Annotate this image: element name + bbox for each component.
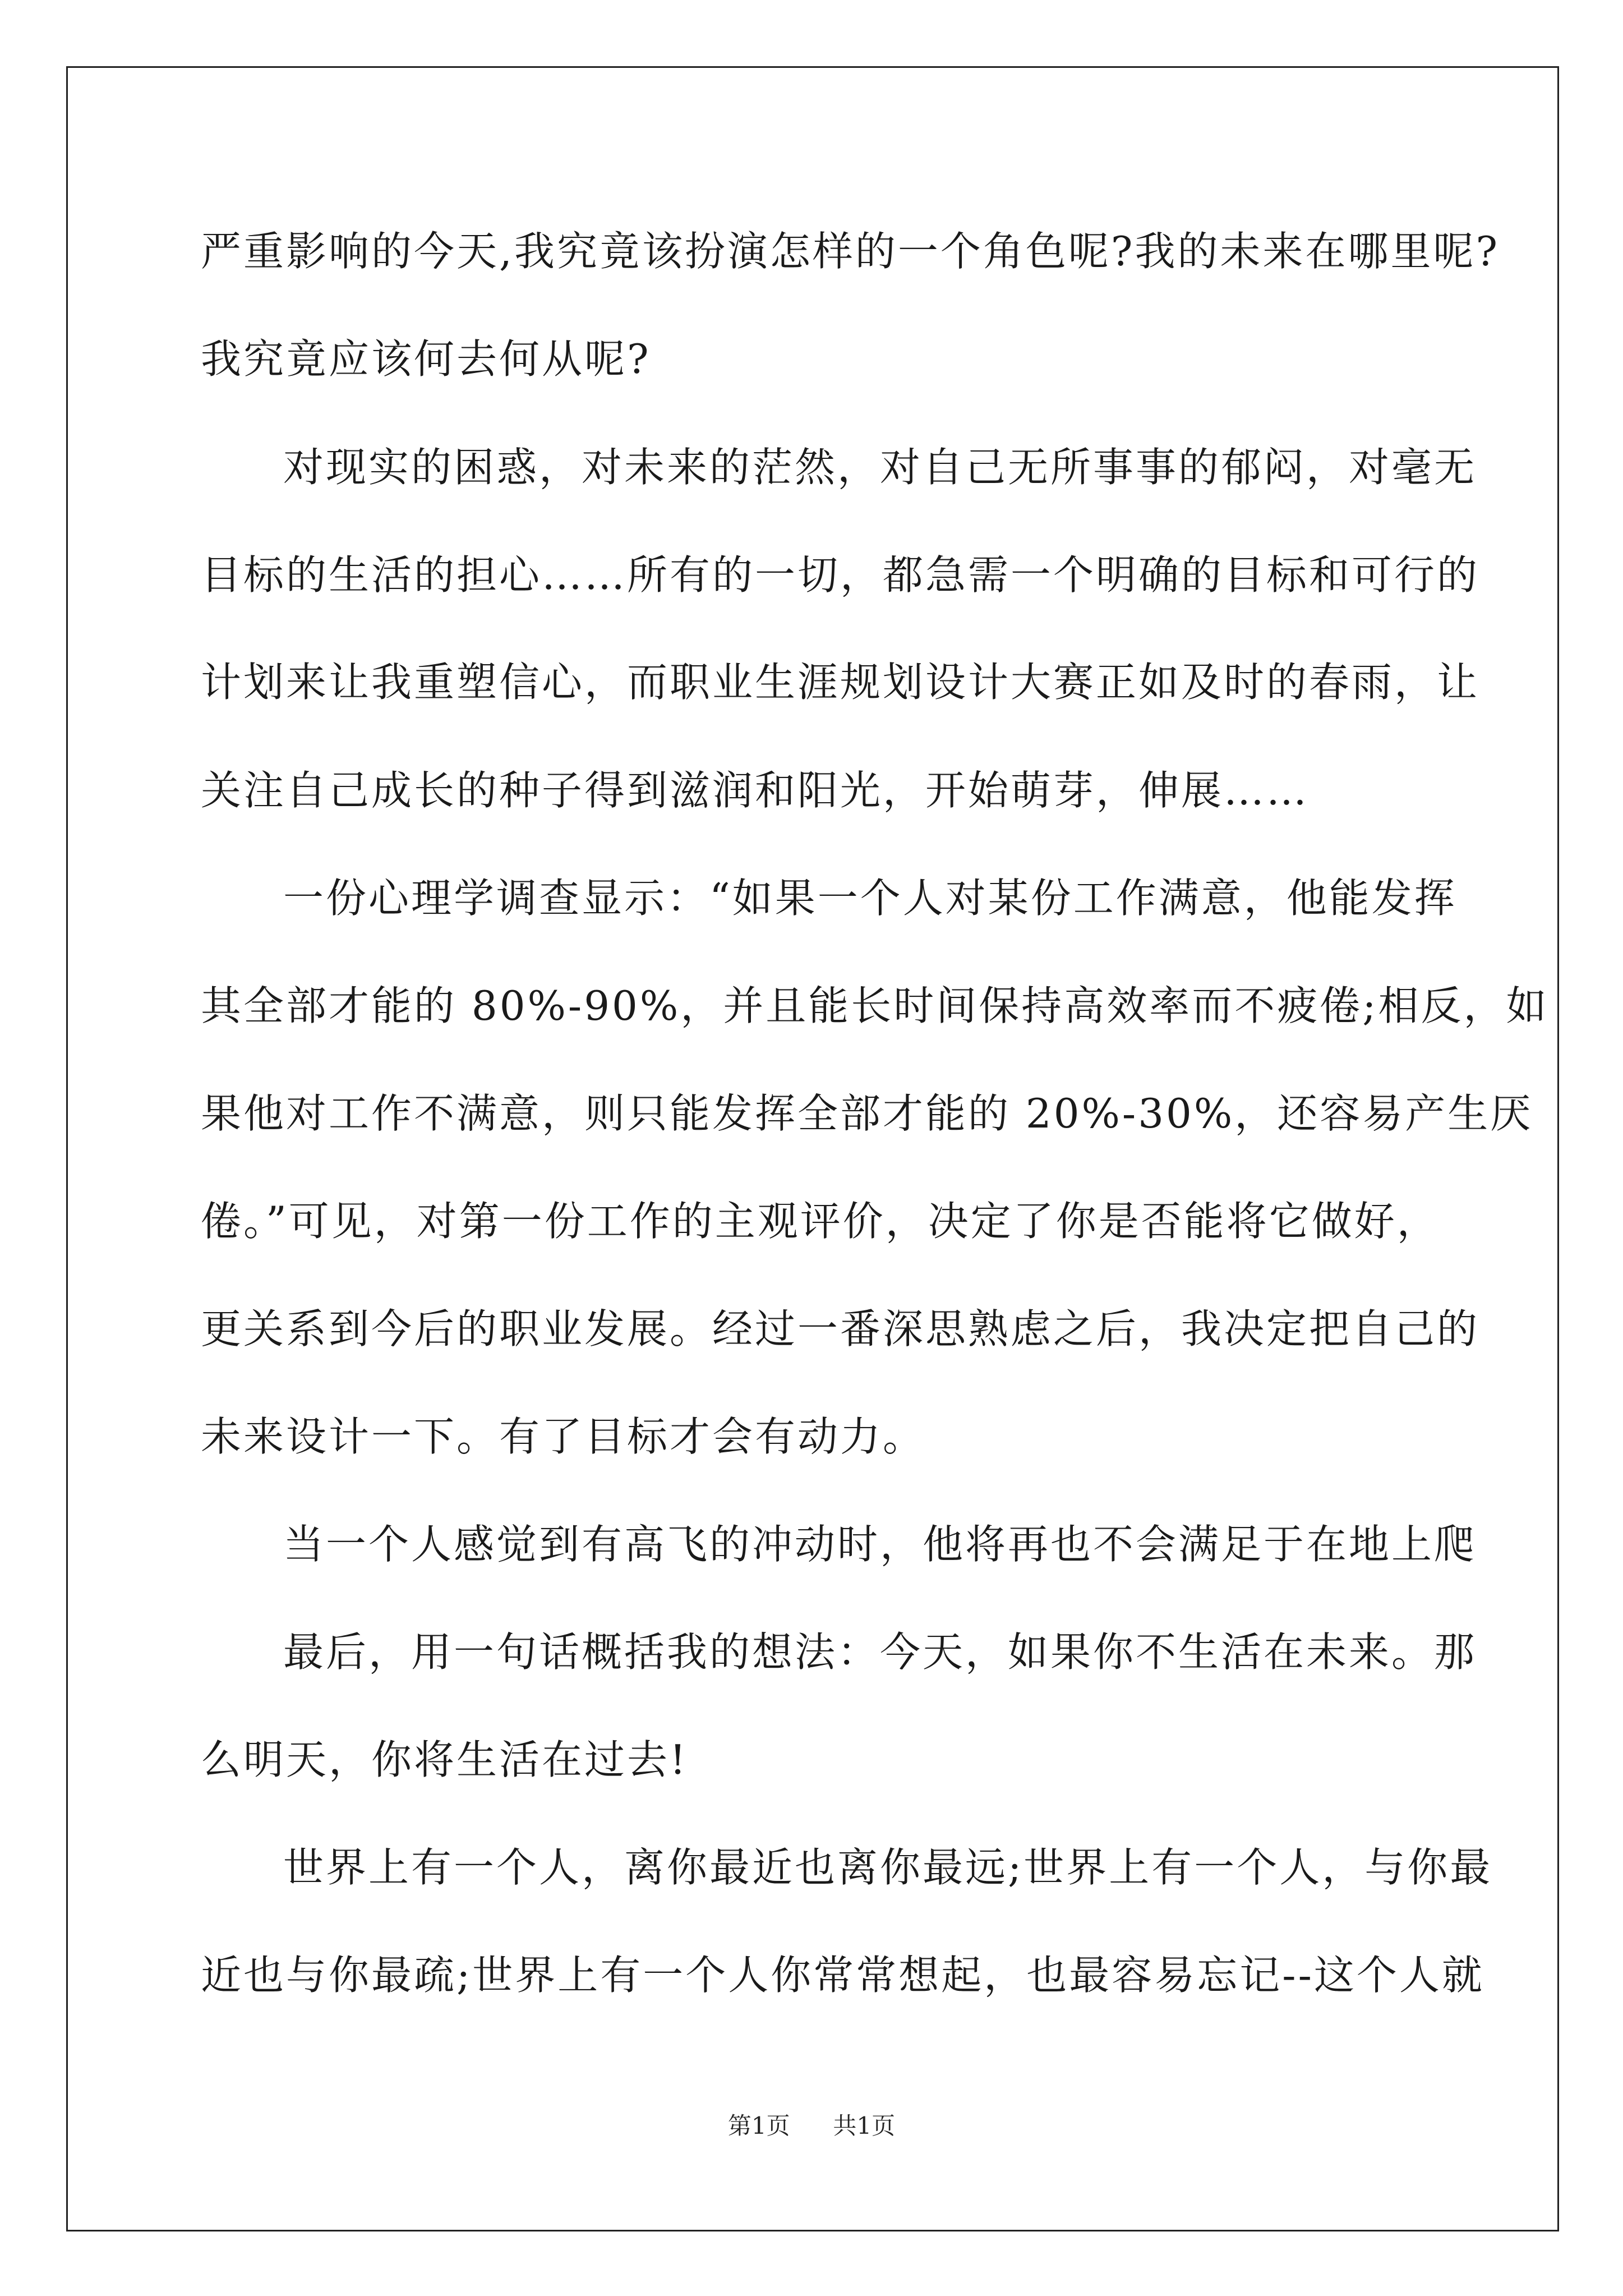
text-line: 更关系到今后的职业发展。经过一番深思熟虑之后，我决定把自己的 (201, 1305, 1480, 1352)
paragraph-start-line: 世界上有一个人，离你最近也离你最远;世界上有一个人，与你最 (283, 1844, 1493, 1891)
text-line: 目标的生活的担心……所有的一切，都急需一个明确的目标和可行的 (201, 551, 1480, 599)
text-line: 么明天，你将生活在过去! (201, 1736, 688, 1783)
text-line: 计划来让我重塑信心，而职业生涯规划设计大赛正如及时的春雨，让 (201, 659, 1480, 706)
page-number: 第1页 (727, 2112, 790, 2139)
page-frame (66, 66, 1559, 2231)
paragraph-start-line: 一份心理学调查显示：“如果一个人对某份工作满意，他能发挥 (283, 875, 1457, 922)
text-line: 倦。”可见，对第一份工作的主观评价，决定了你是否能将它做好， (201, 1198, 1440, 1245)
page-total: 共1页 (833, 2112, 896, 2139)
paragraph-start-line: 对现实的困惑，对未来的茫然，对自己无所事事的郁闷，对毫无 (283, 444, 1477, 491)
text-line: 严重影响的今天,我究竟该扮演怎样的一个角色呢?我的未来在哪里呢? (201, 228, 1500, 275)
text-line: 未来设计一下。有了目标才会有动力。 (201, 1413, 926, 1460)
paragraph-start-line: 当一个人感觉到有高飞的冲动时，他将再也不会满足于在地上爬 (283, 1521, 1477, 1568)
paragraph-start-line: 最后，用一句话概括我的想法：今天，如果你不生活在未来。那 (283, 1628, 1477, 1676)
page-footer (0, 2109, 1623, 2143)
text-line: 其全部才能的 80%-90%，并且能长时间保持高效率而不疲倦;相反，如 (201, 982, 1549, 1029)
text-line: 我究竟应该何去何从呢? (201, 335, 651, 383)
text-line: 关注自己成长的种子得到滋润和阳光，开始萌芽，伸展…… (201, 767, 1310, 814)
text-line: 近也与你最疏;世界上有一个人你常常想起，也最容易忘记--这个人就 (201, 1952, 1484, 1999)
text-line: 果他对工作不满意，则只能发挥全部才能的 20%-30%，还容易产生厌 (201, 1090, 1533, 1137)
